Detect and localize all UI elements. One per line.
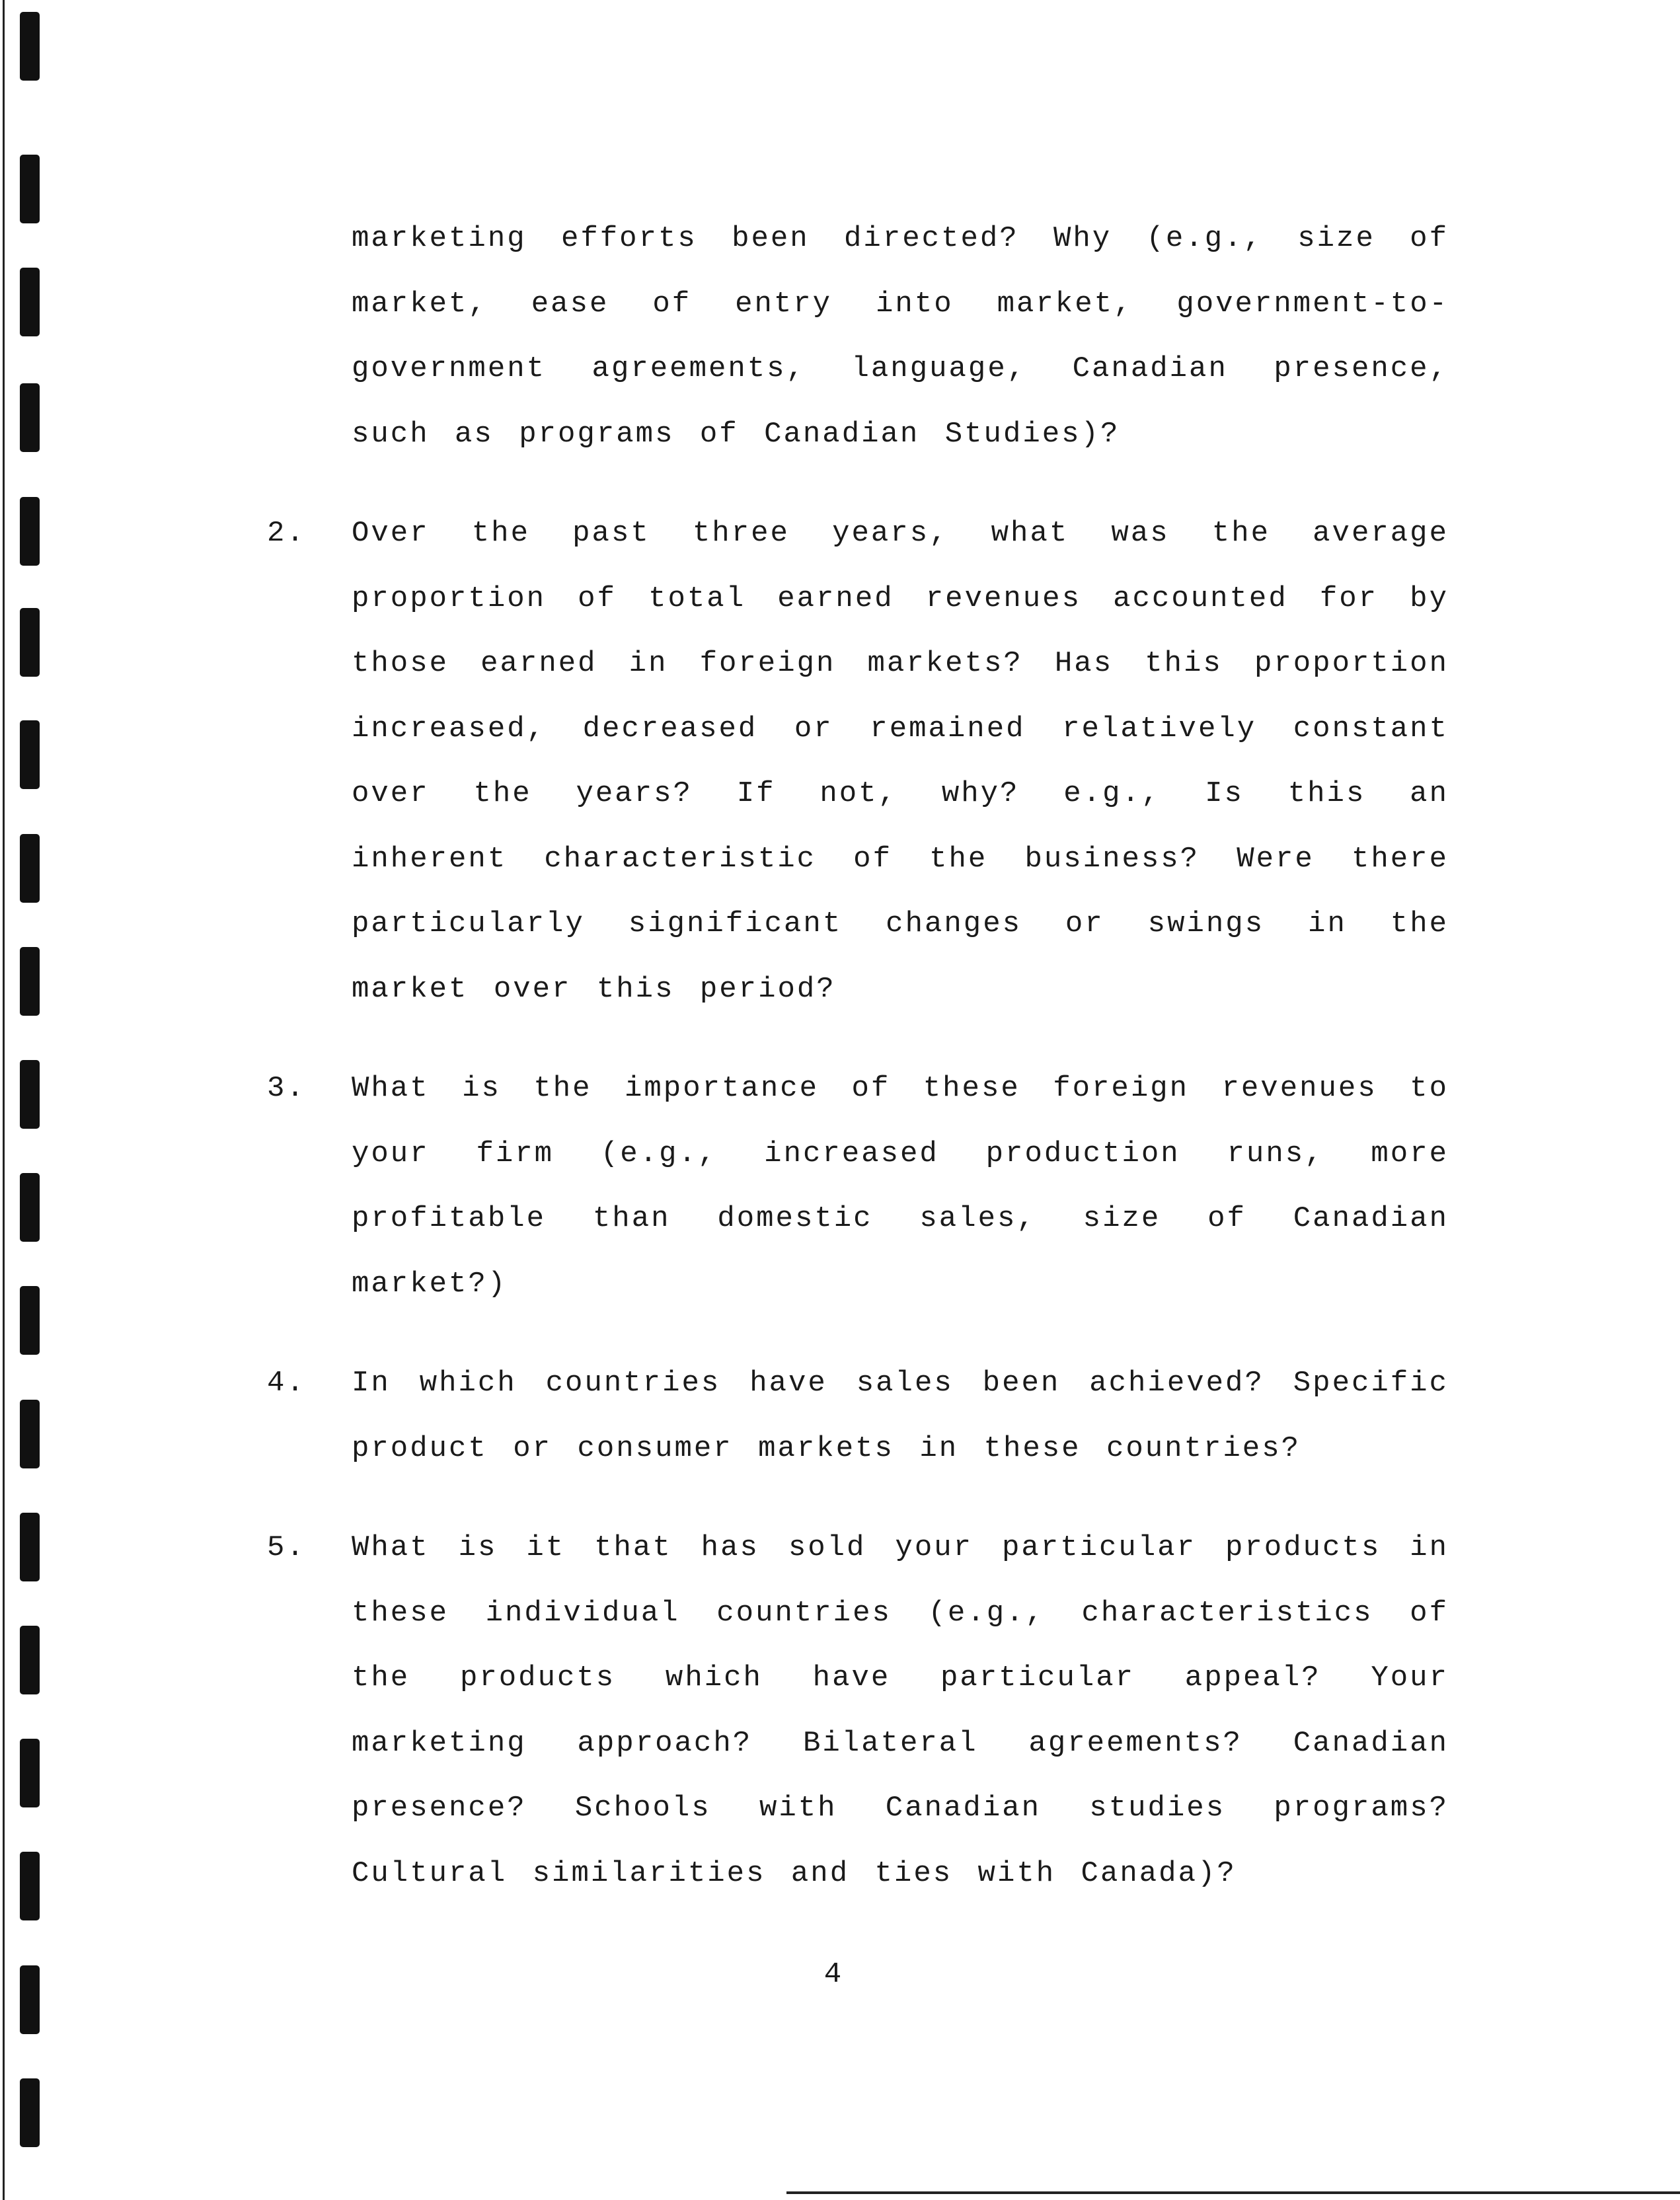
page-number: 4 [823, 1958, 842, 1991]
paragraph-text: Over the past three years, what was the average proportion of total earned revenues accounted for by those earned in foreign markets? Has this proportion increased, decreased or remained relatively constant over the years? If not, why? e.g., Is this an inherent characteristic of the business? Were there particularly significant changes or swings in the market over this period? [352, 517, 1449, 1006]
binding-hole [20, 947, 40, 1016]
question-4 [267, 1351, 1449, 1481]
binding-holes [20, 0, 40, 2200]
binding-hole [20, 720, 40, 789]
question-2 [267, 501, 1449, 1022]
binding-hole [20, 1626, 40, 1694]
paragraph-number: 3. [267, 1072, 306, 1105]
page-bottom-edge-line [786, 2191, 1680, 2194]
binding-hole [20, 12, 40, 81]
paragraph-continued [352, 206, 1449, 467]
binding-hole [20, 1739, 40, 1807]
paragraph-text: What is it that has sold your particular products in these individual countries (e.g., characteristics of the products which have particular appeal? Your marketing approach? Bilateral agreements? Canadian presence? Schools with Canadian studies programs? Cultural similarities and ties with Canada)? [352, 1531, 1449, 1890]
paragraph-text: What is the importance of these foreign revenues to your firm (e.g., increased production runs, more profitable than domestic sales, size of Canadian market?) [352, 1072, 1449, 1301]
binding-hole [20, 1286, 40, 1355]
binding-hole [20, 834, 40, 903]
paragraph-number: 5. [267, 1531, 306, 1564]
paragraph-text: In which countries have sales been achieved? Specific product or consumer markets in these countries? [352, 1367, 1449, 1465]
binding-hole [20, 1965, 40, 2034]
binding-hole [20, 497, 40, 566]
binding-hole [20, 1060, 40, 1129]
binding-hole [20, 155, 40, 223]
question-3 [267, 1056, 1449, 1316]
binding-hole [20, 1513, 40, 1581]
binding-hole [20, 2078, 40, 2147]
page-left-edge-line [3, 0, 5, 2200]
paragraph-number: 4. [267, 1367, 306, 1400]
document-body [267, 206, 1470, 1906]
binding-hole [20, 1173, 40, 1242]
binding-hole [20, 268, 40, 336]
question-5 [267, 1515, 1449, 1906]
paragraph-text: marketing efforts been directed? Why (e.g., size of market, ease of entry into market, government-to-government agreements, language, Canadian presence, such as programs of Canadian Studies)? [352, 222, 1449, 451]
binding-hole [20, 608, 40, 677]
binding-hole [20, 1400, 40, 1468]
paragraph-number: 2. [267, 517, 306, 550]
binding-hole [20, 383, 40, 452]
binding-hole [20, 1852, 40, 1920]
